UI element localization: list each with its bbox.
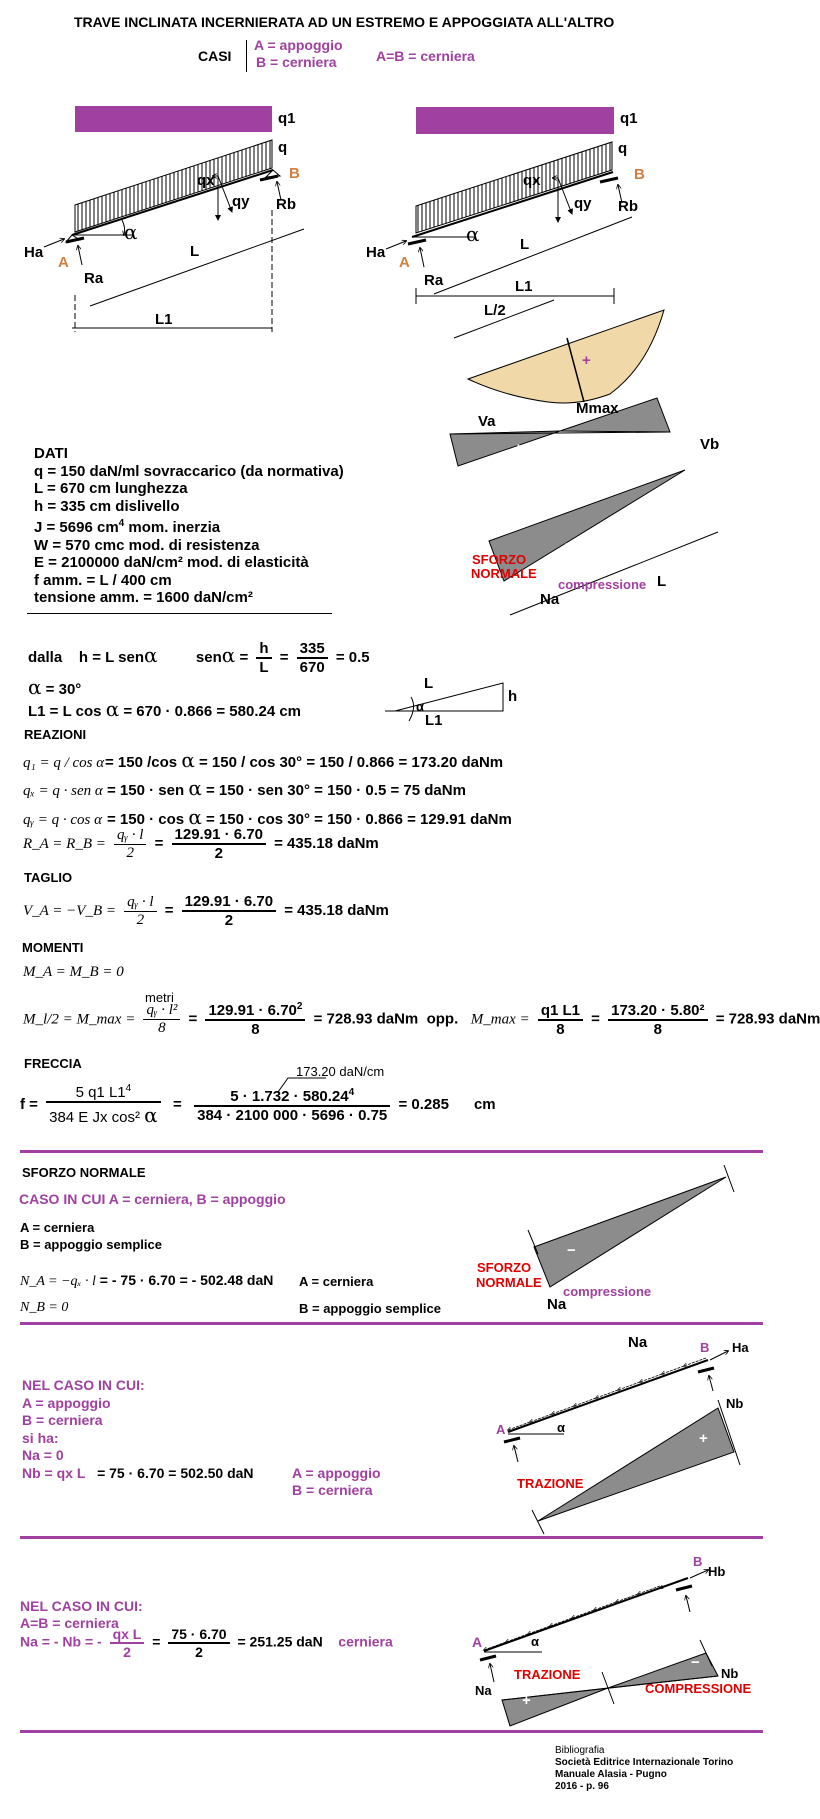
eq: = bbox=[188, 1010, 198, 1028]
label-a: A bbox=[58, 254, 69, 271]
nb-formula: N_B = 0 bbox=[20, 1300, 69, 1315]
tri-label-L: L bbox=[424, 675, 434, 692]
case3-den: 2 bbox=[195, 1644, 203, 1660]
case2-label-b: B bbox=[700, 1340, 710, 1355]
eq: = bbox=[152, 1633, 161, 1650]
support-b-icon bbox=[698, 1368, 714, 1372]
freccia-num: 5 q1 L1 bbox=[75, 1084, 126, 1101]
qx-pre: = 150 · sen bbox=[107, 782, 189, 799]
casi-divider bbox=[246, 40, 247, 72]
beam-diagram-left bbox=[0, 100, 340, 340]
label-L1: L1 bbox=[155, 311, 173, 328]
case3-diagram bbox=[450, 1536, 784, 1736]
eq: = bbox=[154, 834, 164, 852]
bibliography-title: Bibliografia bbox=[555, 1745, 605, 1756]
qy-formula: qᵧ = q · cos α bbox=[23, 812, 102, 828]
frac-L: L bbox=[259, 659, 269, 676]
bibliography-page: 2016 - p. 96 bbox=[555, 1781, 609, 1792]
case1-compressione: compressione bbox=[563, 1284, 652, 1299]
case2-label-alpha: α bbox=[557, 1420, 565, 1435]
mmax-frac-den: 8 bbox=[158, 1020, 166, 1036]
dati-line-J bbox=[34, 515, 344, 537]
support-b-right-icon bbox=[600, 178, 618, 182]
q1-pre: = 150 /cos bbox=[105, 754, 182, 771]
alpha-arc bbox=[409, 697, 414, 721]
label-va: Va bbox=[478, 413, 496, 430]
freccia-den2: 384 · 2100 000 · 5696 · 0.75 bbox=[197, 1106, 388, 1124]
case3-compressione: COMPRESSIONE bbox=[645, 1681, 752, 1696]
axial-load-arrows bbox=[508, 1358, 706, 1430]
rb-arrow-icon bbox=[686, 1596, 690, 1612]
case2-label-a: A bbox=[496, 1422, 506, 1437]
taglio-frac-num: qᵧ · l bbox=[124, 894, 156, 912]
alpha-symbol: α bbox=[188, 805, 202, 829]
case2-beam bbox=[508, 1360, 708, 1432]
case3-label-na: Na bbox=[475, 1683, 492, 1698]
momenti-title: MOMENTI bbox=[22, 940, 84, 955]
label-a-right: A bbox=[399, 254, 410, 271]
label-sforzo: SFORZO bbox=[472, 552, 527, 567]
na-value: = - 75 · 6.70 = - 502.48 daN bbox=[99, 1272, 274, 1288]
tick bbox=[724, 1165, 734, 1192]
label-L1-right: L1 bbox=[515, 278, 533, 295]
mmax-num: 129.91 · 6.70 bbox=[208, 1002, 297, 1019]
q-distributed-load-right bbox=[416, 142, 612, 233]
taglio-num: 129.91 · 6.70 bbox=[182, 893, 276, 912]
label-qy-right: qy bbox=[574, 195, 592, 212]
label-L-half: L/2 bbox=[484, 302, 506, 319]
dati-line-q: q = 150 daN/ml sovraccarico (da normativa) bbox=[34, 462, 344, 480]
dati-underline bbox=[27, 613, 332, 614]
q1-post: = 150 / cos 30° = 150 / 0.866 = 173.20 daNm bbox=[194, 754, 504, 771]
case3-row bbox=[20, 1626, 393, 1660]
sforzo-b: B = appoggio semplice bbox=[20, 1237, 162, 1252]
triangle-diagram bbox=[385, 675, 518, 735]
taglio-title: TAGLIO bbox=[24, 870, 73, 885]
freccia-num2-exp: 4 bbox=[348, 1086, 355, 1098]
case2-block bbox=[22, 1377, 254, 1482]
mmax-den: 8 bbox=[251, 1021, 260, 1038]
q-distributed-load bbox=[75, 140, 272, 232]
shear-plus: + bbox=[514, 440, 523, 457]
support-a-icon bbox=[504, 1438, 520, 1442]
l1-post: = 670 · 0.866 = 580.24 cm bbox=[119, 703, 302, 720]
case1-sforzo: SFORZO bbox=[477, 1260, 532, 1275]
case3-pre: Na = - Nb = - bbox=[20, 1633, 102, 1650]
sen-result: = 0.5 bbox=[335, 648, 370, 666]
moment-plus: + bbox=[582, 352, 591, 369]
dati-j-exp: 4 bbox=[118, 518, 125, 529]
q1-formula: q₁ = q / cos α bbox=[23, 755, 105, 771]
label-b-right: B bbox=[634, 166, 645, 183]
case3-label-b: B bbox=[693, 1554, 703, 1569]
case2-na: Na = 0 bbox=[22, 1447, 64, 1463]
label-na: Na bbox=[540, 591, 560, 608]
taglio-formula: V_A = −V_B = bbox=[23, 902, 116, 919]
tri-label-L1: L1 bbox=[425, 712, 443, 729]
reazioni-title: REAZIONI bbox=[24, 727, 87, 742]
label-q-right: q bbox=[618, 140, 628, 157]
label-rb: Rb bbox=[276, 196, 296, 213]
casi-label: CASI bbox=[198, 48, 232, 64]
freccia-num-exp: 4 bbox=[125, 1083, 132, 1094]
case2-trazione: TRAZIONE bbox=[517, 1476, 584, 1491]
case3-note: cerniera bbox=[338, 1633, 393, 1650]
case3-label-a: A bbox=[472, 1634, 483, 1650]
case3-trazione: TRAZIONE bbox=[514, 1667, 581, 1682]
alpha-symbol: α bbox=[221, 642, 236, 667]
frac-670: 670 bbox=[299, 659, 325, 676]
alpha-symbol: α bbox=[181, 748, 195, 772]
bibliography-manual: Manuale Alasia - Pugno bbox=[555, 1769, 667, 1780]
section-divider-4 bbox=[20, 1730, 763, 1733]
label-L: L bbox=[190, 243, 200, 260]
na-note: A = cerniera bbox=[299, 1274, 374, 1289]
case3-label-hb: Hb bbox=[708, 1564, 726, 1579]
label-qx: qx bbox=[197, 172, 215, 189]
alpha-symbol: α bbox=[105, 697, 120, 721]
dalla-label: dalla bbox=[28, 648, 63, 666]
na-row bbox=[20, 1272, 273, 1290]
ra-arrow-icon bbox=[78, 246, 82, 265]
freccia-unit: cm bbox=[473, 1095, 496, 1113]
mmax-formula: M_l/2 = M_max = bbox=[23, 1011, 136, 1028]
qy-post: = 150 · cos 30° = 150 · 0.866 = 129.91 daNm bbox=[201, 811, 512, 828]
freccia-f: f = bbox=[20, 1095, 38, 1113]
mmax2-den: 8 bbox=[556, 1020, 565, 1038]
label-normale: NORMALE bbox=[471, 566, 537, 581]
case3-beam bbox=[484, 1578, 688, 1651]
qx-formula: qₓ = q · sen α bbox=[23, 783, 103, 799]
q1-row bbox=[23, 748, 503, 772]
ra-num: 129.91 · 6.70 bbox=[172, 826, 266, 845]
label-vb: Vb bbox=[700, 436, 720, 453]
case2-si-ha: si ha: bbox=[22, 1429, 59, 1446]
qy-pre: = 150 · cos bbox=[107, 811, 189, 828]
dati-line-h: h = 335 cm dislivello bbox=[34, 497, 180, 515]
sen-label: sen bbox=[195, 648, 222, 666]
ra-result: = 435.18 daNm bbox=[274, 834, 379, 852]
ra-den: 2 bbox=[214, 845, 223, 862]
geometry-row-1 bbox=[28, 640, 370, 676]
sforzo-case-title: CASO IN CUI A = cerniera, B = appoggio bbox=[19, 1191, 286, 1207]
bibliography bbox=[555, 1745, 733, 1793]
alpha-symbol: α bbox=[188, 776, 202, 800]
eq: = bbox=[173, 1095, 182, 1113]
case3-num: 75 · 6.70 bbox=[168, 1626, 229, 1644]
case2-b: B = cerniera bbox=[22, 1412, 103, 1428]
q1-load-bar-right bbox=[416, 107, 614, 134]
sforzo-title: SFORZO NORMALE bbox=[22, 1165, 146, 1180]
freccia-den: 384 E Jx cos² bbox=[49, 1109, 145, 1126]
case2-label-nb: Nb bbox=[726, 1396, 744, 1411]
h-eq: h = L sen bbox=[78, 648, 145, 666]
eq: = bbox=[591, 1010, 600, 1028]
label-ra-right: Ra bbox=[424, 272, 444, 289]
taglio-result: = 435.18 daNm bbox=[284, 901, 389, 919]
ha-arrow-icon bbox=[44, 239, 64, 247]
metri-note: metri bbox=[145, 990, 174, 1005]
qx-row bbox=[23, 776, 466, 800]
sforzo-a: A = cerniera bbox=[20, 1220, 95, 1235]
case1-na: Na bbox=[547, 1296, 567, 1313]
case2-a: A = appoggio bbox=[22, 1394, 111, 1411]
case2-nb-pre: Nb = qx L bbox=[22, 1464, 86, 1481]
label-q1: q1 bbox=[278, 110, 296, 127]
opp-label: opp. bbox=[426, 1010, 459, 1028]
beam-diagram-right bbox=[400, 100, 784, 640]
mmax2-formula: M_max = bbox=[470, 1011, 530, 1028]
label-L-normal: L bbox=[657, 573, 667, 590]
dati-line-W: W = 570 cmc mod. di resistenza bbox=[34, 536, 260, 554]
alpha-symbol: α bbox=[144, 642, 158, 667]
l1-pre: L1 = L cos bbox=[28, 703, 106, 720]
support-b-icon bbox=[676, 1586, 692, 1590]
dati-block bbox=[34, 445, 344, 607]
qx-post: = 150 · sen 30° = 150 · 0.5 = 75 daNm bbox=[201, 782, 466, 799]
shear-minus: − bbox=[678, 406, 687, 423]
case2-nb bbox=[22, 1465, 254, 1483]
hb-arrow-icon bbox=[690, 1570, 708, 1578]
mmax2-num: q1 L1 bbox=[538, 1002, 583, 1021]
ra-arrow-icon bbox=[490, 1664, 494, 1682]
alpha-symbol: α bbox=[28, 675, 42, 699]
normal-force-triangle bbox=[534, 1177, 726, 1287]
case2-label-na: Na bbox=[628, 1334, 648, 1351]
case3-ab: A=B = cerniera bbox=[20, 1615, 119, 1631]
case3-frac-num: qx L bbox=[110, 1626, 145, 1644]
label-alpha: α bbox=[124, 220, 138, 244]
tick bbox=[532, 1510, 544, 1534]
case1-normale: NORMALE bbox=[476, 1275, 542, 1290]
dimension-L-right bbox=[434, 217, 632, 294]
dati-line-L: L = 670 cm lunghezza bbox=[34, 480, 188, 497]
eq: = bbox=[239, 648, 249, 666]
ra-arrow-right-icon bbox=[420, 248, 424, 267]
case3-frac-den: 2 bbox=[123, 1644, 131, 1660]
case1-b: B = cerniera bbox=[256, 54, 337, 70]
case1-minus: − bbox=[567, 1242, 576, 1259]
freccia-note: 173.20 daN/cm bbox=[296, 1064, 385, 1079]
case3-plus: + bbox=[522, 1692, 531, 1709]
freccia-result: = 0.285 bbox=[398, 1095, 449, 1113]
label-qx-right: qx bbox=[523, 172, 541, 189]
dati-line-E: E = 2100000 daN/cm² mod. di elasticità bbox=[34, 554, 309, 571]
q1-load-bar bbox=[75, 106, 272, 132]
case2-title: NEL CASO IN CUI: bbox=[22, 1377, 145, 1393]
dati-j-suffix: mom. inerzia bbox=[124, 519, 221, 536]
taglio-row bbox=[23, 893, 389, 929]
tri-label-alpha: α bbox=[416, 699, 424, 714]
case2-plus: + bbox=[699, 1430, 708, 1447]
page-title: TRAVE INCLINATA INCERNIERATA AD UN ESTREMO E APPOGGIATA ALL'ALTRO bbox=[74, 14, 615, 30]
taglio-den: 2 bbox=[224, 912, 234, 929]
case3-label-nb: Nb bbox=[721, 1666, 739, 1681]
case3-title: NEL CASO IN CUI: bbox=[20, 1598, 143, 1614]
eq: = bbox=[164, 901, 174, 919]
label-ra: Ra bbox=[84, 270, 104, 287]
mmax-frac-num: qᵧ · l² bbox=[143, 1002, 180, 1020]
frac-h: h bbox=[256, 640, 271, 659]
bibliography-publisher: Società Editrice Internazionale Torino bbox=[555, 1757, 734, 1768]
traction-diagram bbox=[538, 1408, 734, 1521]
ra-frac-num: qᵧ · l bbox=[114, 827, 146, 845]
label-ha: Ha bbox=[24, 244, 44, 261]
ra-formula: R_A = R_B = bbox=[23, 835, 106, 852]
label-alpha-right: α bbox=[466, 222, 480, 246]
ra-frac-den: 2 bbox=[126, 844, 134, 861]
tick bbox=[528, 1230, 538, 1254]
case2-label: A=B = cerniera bbox=[376, 48, 475, 64]
case2-nb-value: = 75 · 6.70 = 502.50 daN bbox=[97, 1464, 254, 1481]
label-ha-right: Ha bbox=[366, 244, 386, 261]
case3-label-alpha: α bbox=[531, 1634, 539, 1649]
support-a-right-icon bbox=[408, 240, 426, 244]
mmax3-den: 8 bbox=[653, 1020, 662, 1038]
label-q: q bbox=[278, 139, 288, 156]
freccia-row bbox=[20, 1083, 496, 1127]
label-b: B bbox=[289, 165, 300, 182]
moment-diagram bbox=[468, 310, 664, 403]
alpha-value bbox=[28, 675, 81, 699]
ha-arrow-icon bbox=[710, 1351, 728, 1360]
ra-arrow-icon bbox=[514, 1446, 518, 1462]
label-mmax: Mmax bbox=[576, 400, 619, 417]
case2-label-ha: Ha bbox=[732, 1340, 749, 1355]
mmax-num-exp: 2 bbox=[296, 1001, 303, 1012]
freccia-num2: 5 · 1.732 · 580.24 bbox=[230, 1087, 349, 1105]
alpha-symbol: α bbox=[144, 1103, 158, 1127]
tri-label-h: h bbox=[508, 688, 518, 705]
l1-formula bbox=[28, 697, 301, 721]
taglio-frac-den: 2 bbox=[136, 911, 145, 928]
ma-formula: M_A = M_B = 0 bbox=[23, 964, 124, 980]
mmax2-result: = 728.93 daNm bbox=[715, 1010, 820, 1028]
mmax-row bbox=[23, 1001, 820, 1038]
normal-minus: − bbox=[565, 536, 574, 553]
alpha-eq: = 30° bbox=[41, 681, 82, 698]
label-qy: qy bbox=[232, 193, 250, 210]
label-q1-right: q1 bbox=[620, 110, 638, 127]
mmax3-num: 173.20 · 5.80² bbox=[608, 1002, 707, 1021]
ha-arrow-right-icon bbox=[386, 241, 406, 249]
freccia-title: FRECCIA bbox=[24, 1056, 82, 1071]
case3-minus: − bbox=[691, 1654, 700, 1671]
eq: = bbox=[279, 648, 289, 666]
dati-line-famm: f amm. = L / 400 cm bbox=[34, 571, 172, 589]
case2-note-b: B = cerniera bbox=[292, 1482, 373, 1498]
ra-row bbox=[23, 826, 379, 862]
rb-arrow-icon bbox=[709, 1376, 713, 1391]
dati-j-value: J = 5696 cm bbox=[34, 519, 119, 536]
label-L-right: L bbox=[520, 236, 530, 253]
na-formula: N_A = −qₓ · l bbox=[20, 1274, 96, 1289]
case3-result: = 251.25 daN bbox=[237, 1633, 323, 1650]
label-rb-right: Rb bbox=[618, 198, 638, 215]
case1-a: A = appoggio bbox=[254, 37, 343, 53]
support-a-icon bbox=[480, 1656, 496, 1660]
shear-positive bbox=[450, 431, 560, 466]
label-compressione: compressione bbox=[558, 577, 647, 592]
frac-335: 335 bbox=[297, 640, 328, 659]
mmax-result: = 728.93 daNm bbox=[313, 1010, 419, 1028]
dati-title: DATI bbox=[34, 445, 68, 462]
dati-line-tensione: tensione amm. = 1600 daN/cm² bbox=[34, 589, 253, 606]
case2-note-a: A = appoggio bbox=[292, 1465, 381, 1481]
nb-note: B = appoggio semplice bbox=[299, 1301, 441, 1316]
